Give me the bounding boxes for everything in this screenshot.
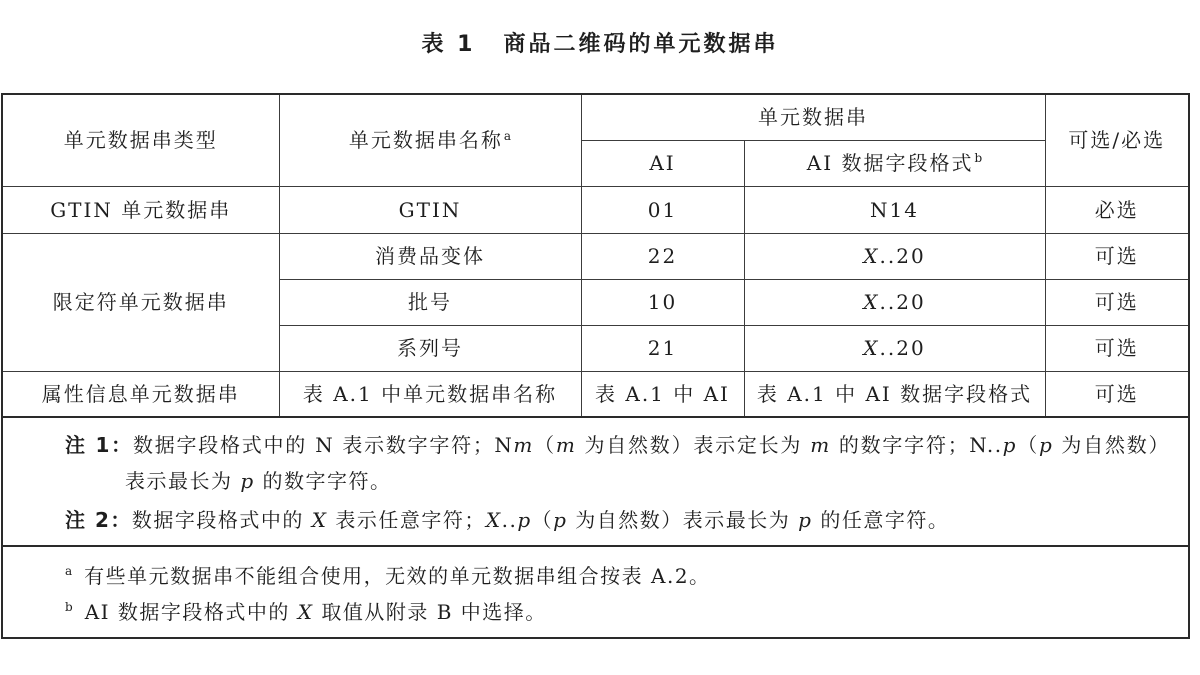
text-segment: （ — [533, 433, 556, 457]
row-name-cell: GTIN — [279, 186, 581, 233]
header-name-label: 单元数据串名称 — [348, 128, 503, 153]
header-name-cell — [279, 94, 581, 186]
row-name-cell: 批号 — [279, 279, 581, 325]
text-segment: 表示任意字符； — [327, 508, 486, 532]
italic-variable: p — [798, 508, 813, 532]
row-required-cell: 可选 — [1045, 279, 1189, 325]
format-length: ..20 — [879, 244, 926, 268]
italic-variable: m — [555, 433, 577, 457]
row-ai-cell: 01 — [581, 186, 744, 233]
note-label: 注 2： — [65, 508, 132, 532]
row-format-cell — [744, 279, 1045, 325]
italic-variable: p — [1002, 433, 1017, 457]
table-row — [2, 186, 1189, 233]
footnote-b — [65, 594, 1170, 630]
footnote-a — [65, 558, 1170, 594]
row-ai-cell: 表 A.1 中 AI — [581, 371, 744, 417]
row-type-cell: 属性信息单元数据串 — [2, 371, 279, 417]
footnote-text — [85, 600, 547, 624]
data-string-table — [1, 93, 1190, 639]
table-row — [2, 233, 1189, 279]
header-ai-format-cell — [744, 140, 1045, 186]
italic-variable: p — [553, 508, 568, 532]
italic-variable: X — [297, 600, 314, 624]
row-ai-cell: 10 — [581, 279, 744, 325]
text-segment: 的任意字符。 — [812, 508, 950, 532]
footnote-mark-a: a — [503, 128, 512, 143]
text-segment: 的数字字符；N.. — [830, 433, 1003, 457]
footnote-mark-b: b — [974, 151, 983, 166]
footnote-mark: b — [65, 600, 73, 615]
footnote-text — [84, 564, 710, 588]
italic-variable: p — [517, 508, 532, 532]
text-segment: 数据字段格式中的 — [131, 508, 312, 532]
format-variable: X — [863, 336, 880, 360]
table-caption: 商品二维码的单元数据串 — [503, 32, 779, 57]
footnote-mark: a — [65, 564, 73, 579]
italic-variable: p — [1039, 433, 1054, 457]
row-required-cell: 必选 — [1045, 186, 1189, 233]
header-ai-cell: AI — [581, 140, 744, 186]
header-group-cell: 单元数据串 — [581, 94, 1045, 140]
format-length: ..20 — [879, 290, 926, 314]
row-format-cell: N14 — [744, 186, 1045, 233]
table-number: 表 1 — [421, 32, 476, 57]
italic-variable: m — [513, 433, 534, 457]
text-segment: .. — [501, 508, 518, 532]
text-segment: 的数字字符。 — [254, 469, 392, 493]
row-type-cell: GTIN 单元数据串 — [2, 186, 279, 233]
header-type-cell: 单元数据串类型 — [2, 94, 279, 186]
format-variable: X — [863, 290, 880, 314]
italic-variable: m — [810, 433, 831, 457]
italic-variable: X — [485, 508, 502, 532]
header-row-1 — [2, 94, 1189, 140]
text-segment: 数据字段格式中的 N 表示数字字符；N — [132, 433, 514, 457]
row-name-cell: 表 A.1 中单元数据串名称 — [279, 371, 581, 417]
row-type-cell: 限定符单元数据串 — [2, 233, 279, 371]
table-title — [0, 27, 1200, 63]
row-ai-cell: 22 — [581, 233, 744, 279]
text-segment: 为自然数）表示定长为 — [576, 433, 811, 457]
text-segment: 取值从附录 B 中选择。 — [313, 600, 547, 624]
italic-variable: p — [240, 469, 255, 493]
header-ai-format-label: AI 数据字段格式 — [806, 151, 974, 175]
text-segment: 为自然数）表示最长为 — [125, 433, 1170, 493]
italic-variable: X — [311, 508, 328, 532]
text-segment: 为自然数）表示最长为 — [567, 508, 799, 532]
text-segment: （ — [531, 508, 554, 532]
text-segment: （ — [1016, 433, 1039, 457]
row-required-cell: 可选 — [1045, 325, 1189, 371]
note-2 — [3, 502, 1170, 538]
text-segment: AI 数据字段格式中的 — [84, 600, 298, 624]
row-name-cell: 消费品变体 — [279, 233, 581, 279]
format-variable: X — [863, 244, 880, 268]
header-required-cell: 可选/必选 — [1045, 94, 1189, 186]
footnotes-row — [2, 546, 1189, 638]
row-ai-cell: 21 — [581, 325, 744, 371]
row-required-cell: 可选 — [1045, 233, 1189, 279]
notes-cell — [2, 417, 1189, 546]
row-required-cell: 可选 — [1045, 371, 1189, 417]
notes-row — [2, 417, 1189, 546]
note-1 — [3, 427, 1170, 499]
note-label: 注 1： — [65, 433, 133, 457]
footnotes-cell — [2, 546, 1189, 638]
row-format-cell: 表 A.1 中 AI 数据字段格式 — [744, 371, 1045, 417]
row-format-cell — [744, 233, 1045, 279]
format-length: ..20 — [879, 336, 926, 360]
row-format-cell — [744, 325, 1045, 371]
table-row — [2, 371, 1189, 417]
text-segment: 有些单元数据串不能组合使用，无效的单元数据串组合按表 A.2。 — [84, 564, 711, 588]
row-name-cell: 系列号 — [279, 325, 581, 371]
